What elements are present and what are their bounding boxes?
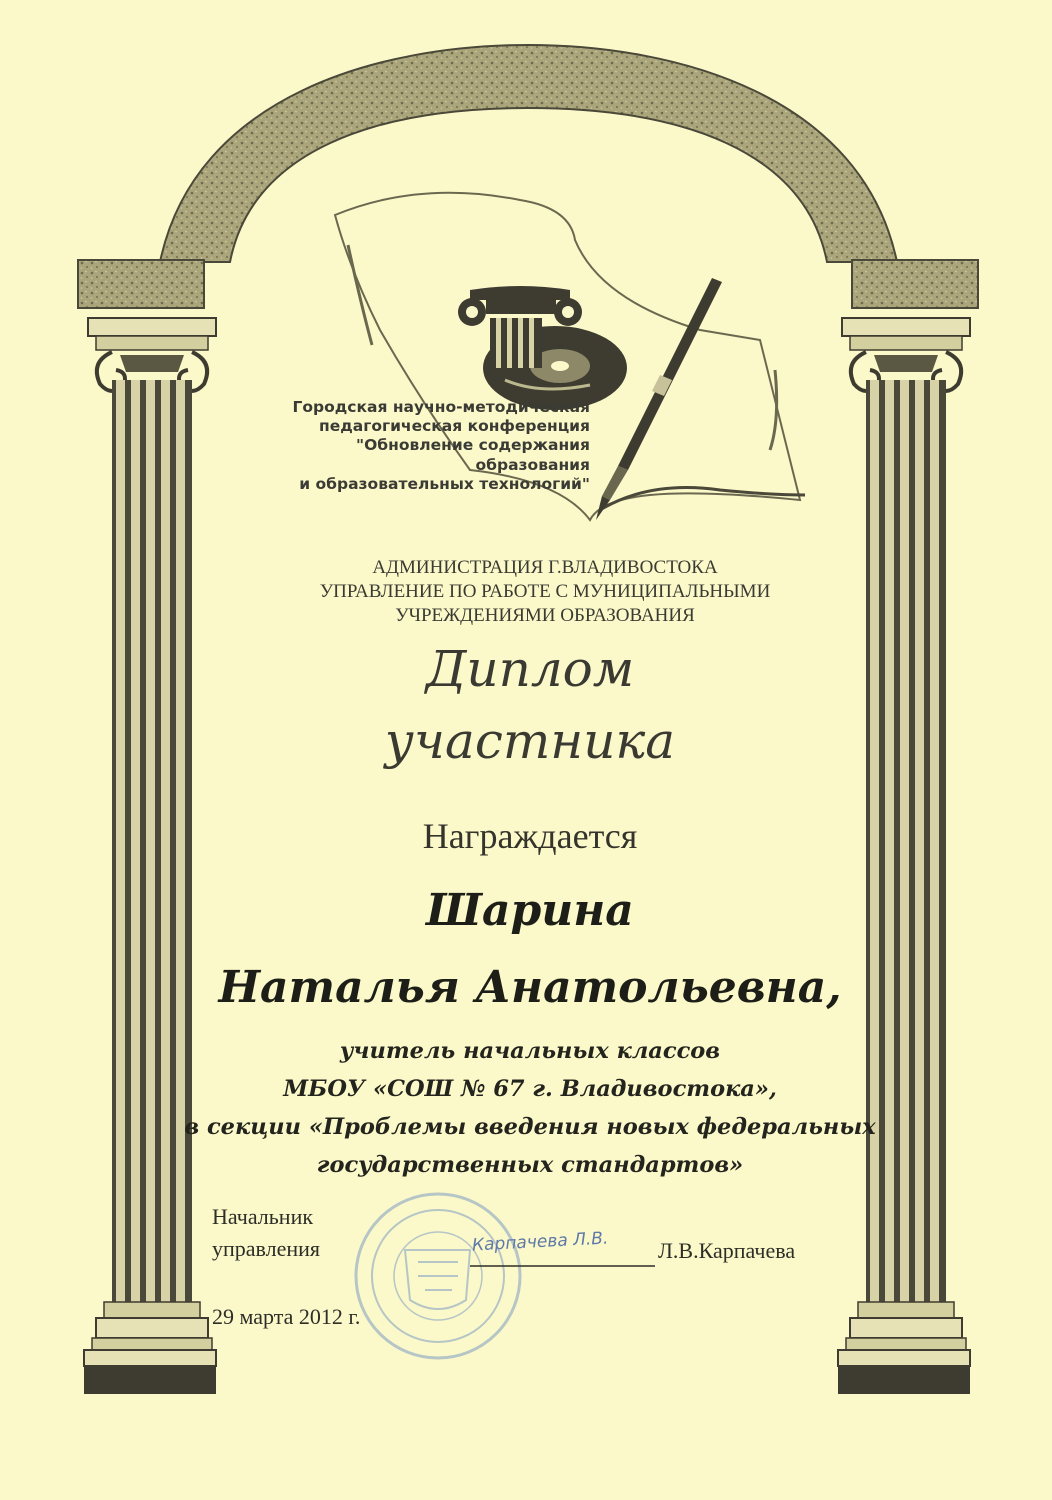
- conference-line: "Обновление содержания: [356, 436, 590, 455]
- admin-line: УПРАВЛЕНИЕ ПО РАБОТЕ С МУНИЦИПАЛЬНЫМИ: [319, 581, 771, 602]
- diploma-title: Диплом: [425, 640, 635, 698]
- signer-position-line2: управления: [212, 1236, 321, 1261]
- description-line: в секции «Проблемы введения новых федеральных: [184, 1114, 876, 1140]
- recipient-surname: Шарина: [426, 885, 634, 936]
- stone-arch: [78, 45, 978, 308]
- description-line: МБОУ «СОШ № 67 г. Владивостока»,: [283, 1076, 777, 1102]
- conference-line: и образовательных технологий": [299, 474, 590, 493]
- signer-position-line1: Начальник: [212, 1204, 314, 1229]
- awarded-label: Награждается: [422, 816, 638, 856]
- description-line: государственных стандартов»: [316, 1152, 744, 1178]
- diploma-subtitle: участника: [384, 712, 676, 770]
- handwritten-signature: Карпачева Л.В.: [471, 1228, 609, 1256]
- right-column: [838, 318, 970, 1394]
- admin-line: УЧРЕЖДЕНИЯМИ ОБРАЗОВАНИЯ: [395, 605, 695, 626]
- official-stamp: [356, 1194, 520, 1358]
- admin-line: АДМИНИСТРАЦИЯ Г.ВЛАДИВОСТОКА: [372, 557, 718, 578]
- recipient-description: [170, 1032, 890, 1184]
- left-column: [84, 318, 216, 1394]
- signer-name: Л.В.Карпачева: [658, 1238, 796, 1263]
- conference-line: образования: [475, 455, 590, 474]
- conference-caption: [200, 398, 590, 494]
- conference-line: Городская научно-методическая: [292, 398, 590, 416]
- description-line: учитель начальных классов: [339, 1038, 721, 1064]
- administration-header: [230, 556, 860, 628]
- issue-date: 29 марта 2012 г.: [212, 1304, 361, 1329]
- conference-line: педагогическая конференция: [319, 417, 590, 436]
- recipient-given-names: Наталья Анатольевна,: [218, 962, 842, 1013]
